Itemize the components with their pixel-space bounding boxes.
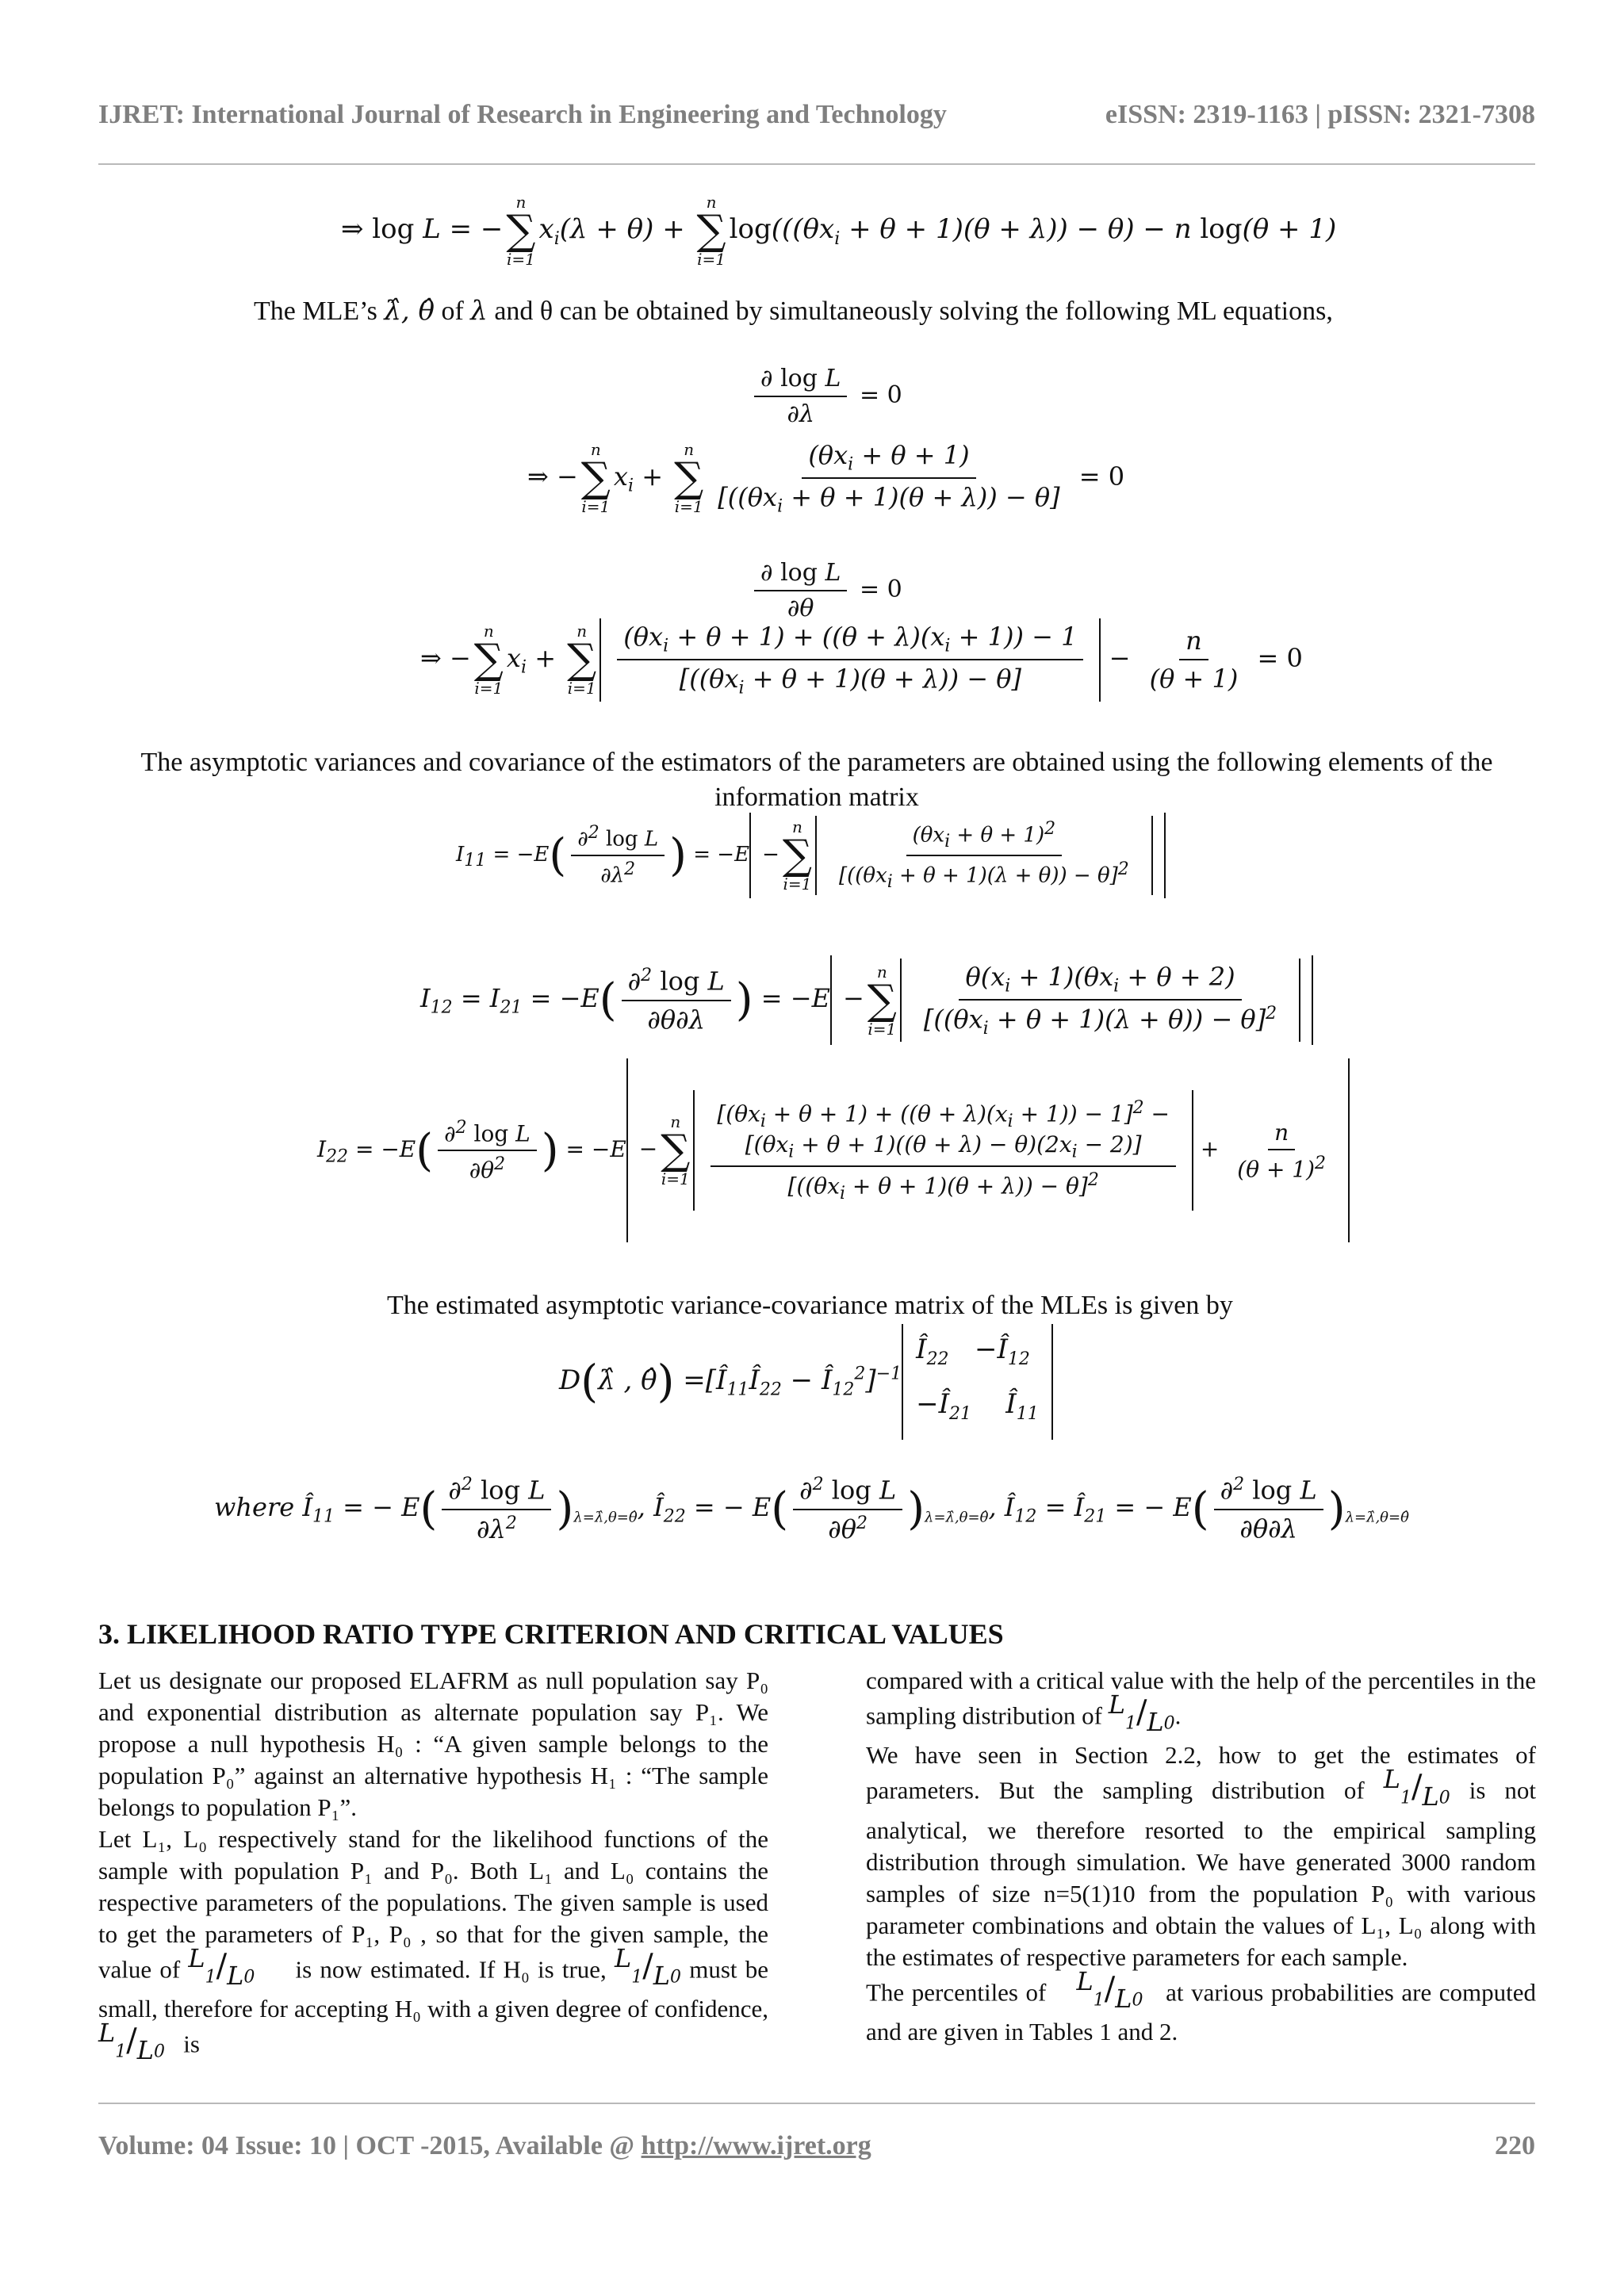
right-p1a: compared with a critical value with the help of the percentiles in the sampling distribution of: [866, 1667, 1536, 1730]
loglik-equation: ⇒ log L = − n ∑ i=1 $x_i(\lambda + \theta)$ + n ∑ i=1 $\log(((\theta x_i + \theta + 1)(\theta + \lambda)) - \theta) - n$ log(θ + 1): [341, 193, 1337, 269]
mle-intro-pre: The MLE’s: [254, 297, 377, 326]
ratio-l1-l0: $L_1/L_0$: [1108, 1689, 1175, 1737]
left-p1: Let us designate our proposed ELAFRM as null population say P₀ and exponential distribution as alternate population say P₁. We propose a null hypothesis H₀ : “A given sample belongs to the population P₀” against an alternative hypothesis H₁ : “The sample belongs to population P₁”.: [98, 1667, 768, 1821]
i12-equation: $I_{12} = I_{21} = -E$( $\frac{\partial^2 \log L}{\partial\theta\partial\lambda}$ ) = −E − n ∑ i=1 $\frac{\theta(x_i + 1)(\theta x_i + \theta + 2)}{[((\theta x_i + \theta + 1)(\lambda + \theta)) - \theta]^2}$: [420, 955, 1313, 1045]
section-title: 3. LIKELIHOOD RATIO TYPE CRITERION AND CRITICAL VALUES: [98, 1618, 1004, 1650]
where-label: where: [214, 1492, 295, 1523]
page-number: 220: [1495, 2131, 1535, 2160]
covariance-matrix-equation: D(λ̂ , θ̂) $=[Î_{11}Î_{22}$ − $Î_{12}^2]^{-1}$ $Î_{22}$ $-Î_{12}$ $-Î_{21}$ $Î_{11}$: [559, 1324, 1053, 1440]
mle-of: of: [441, 297, 464, 326]
left-p2c: must be small, therefore for accepting H₀ with a given degree of confidence,: [98, 1955, 768, 2023]
left-p2d: is: [183, 2030, 200, 2058]
left-column: [98, 1665, 768, 2068]
ratio-l1-l0: $L_1/L_0$: [1076, 1965, 1143, 2014]
right-p3a: The percentiles of: [866, 1978, 1047, 2007]
where-equation: where $Î_{11}$ = − E( $\frac{\partial^2 \log L}{\partial\lambda^2}$ )$_{\lambda=\lambdâ,\theta=\thetâ}$, $Î_{22}$ = − E( $\frac{\partial^2 \log L}{\partial\theta^2}$ )$_{\lambda=\lambdâ,\theta=\thetâ}$, $Î_{12}$ = $Î_{21}$ = − E( $\frac{\partial^2 \log L}{\partial\theta\partial\lambda}$ )$_{\lambda=\lambdâ,\theta=\thetâ}$: [214, 1475, 1409, 1544]
asymptotic-paragraph: The asymptotic variances and covariance of the estimators of the parameters are obtained using the following elements of the information matrix: [140, 748, 1493, 812]
right-p2a: We have seen in Section 2.2, how to get the estimates of parameters. But the sampling distribution of: [866, 1741, 1536, 1804]
page-footer: [98, 2103, 1535, 2175]
left-p2b: is now estimated. If H₀ is true,: [295, 1955, 607, 1984]
page-header: [98, 95, 1535, 165]
i22-equation: $I_{22} = -E$( $\frac{\partial^2 \log L}{\partial\theta^2}$ ) = −E − n ∑ i=1 $[(\theta x_i + \theta + 1) + ((\theta + \lambda)(x_i + 1)) - 1]^2$ − $[(\theta x_i + \theta + 1)((\theta + \lambda) - \theta)(2x_i - 2)]$ $[((\theta x_i + \theta + 1)(\theta + \lambda)) - \theta]^2$ + $\frac{n}{(\theta + 1)^2}$: [317, 1058, 1350, 1242]
ratio-l1-l0: $L_1/L_0$: [98, 2018, 165, 2066]
dlambda-equation: $\frac{\text{∂ log L}}{\partial\lambda}$ = 0: [749, 365, 902, 428]
right-p1b: .: [1174, 1701, 1182, 1730]
right-p2b: is not analytical, we therefore resorted to the empirical sampling distribution through simulation. We have generated 3000 random samples of size n=5(1)10 from the population P₀ with various parameter combinations and obtain the values of L₁, L₀ along with the estimates of respective parameters for each sample.: [866, 1776, 1537, 1971]
mle-hat: λ̂, θ̂: [384, 295, 435, 327]
estimated-matrix-text: The estimated asymptotic variance-covariance matrix of the MLEs is given by: [387, 1291, 1233, 1320]
footer-link[interactable]: http://www.ijret.org: [641, 2131, 871, 2160]
left-p2a: Let L₁, L₀ respectively stand for the likelihood functions of the sample with population P₁ and P₀. Both L₁ and L₀ contains the respective parameters of the populations. The given sample is used to get the parameters of P₁, P₀ , so that for the given sample, the value of: [98, 1825, 768, 1984]
i11-equation: $I_{11} = -E$( $\frac{\partial^2 \log L}{\partial\lambda^2}$ ) = −E − n ∑ i=1 $\frac{(\theta x_i + \theta + 1)^2}{[((\theta x_i + \theta + 1)(\lambda + \theta)) - \theta]^2}$: [456, 813, 1166, 898]
dtheta-equation: $\frac{\text{∂ log L}}{\partial\theta}$ = 0: [749, 559, 902, 622]
ratio-l1-l0: $L_1/L_0$: [188, 1943, 255, 1991]
footer-volume: [98, 2131, 871, 2161]
score-lambda-equation: ⇒ − n ∑ i=1 $x_i$ + n ∑ i=1 $\frac{(\theta x_i + \theta + 1)}{[((\theta x_i + \theta + 1)(\theta + \lambda)) - \theta]}$ = 0: [527, 440, 1125, 517]
ratio-l1-l0: $L_1/L_0$: [615, 1943, 682, 1991]
ratio-l1-l0: $L_1/L_0$: [1383, 1764, 1450, 1812]
journal-title: IJRET: International Journal of Research in Engineering and Technology: [98, 100, 947, 129]
score-theta-equation: ⇒ − n ∑ i=1 $x_i$ + n ∑ i=1 $\frac{(\theta x_i + \theta + 1) + ((\theta + \lambda)(x_i + 1)) - 1}{[((\theta x_i + \theta + 1)(\theta + \lambda)) - \theta]}$ − $\frac{n}{(\theta + 1)}$ = 0: [420, 618, 1303, 702]
issn-info: eISSN: 2319-1163 | pISSN: 2321-7308: [1105, 100, 1535, 129]
mle-intro-post: and θ can be obtained by simultaneously solving the following ML equations,: [494, 297, 1333, 326]
mle-lambda: λ: [470, 295, 488, 327]
right-column: [866, 1665, 1536, 2048]
mle-intro: [254, 293, 1333, 329]
right-p3b: at various probabilities are computed and are given in Tables 1 and 2.: [866, 1978, 1537, 2046]
footer-volume-text: Volume: 04 Issue: 10 | OCT -2015, Available @: [98, 2131, 635, 2160]
